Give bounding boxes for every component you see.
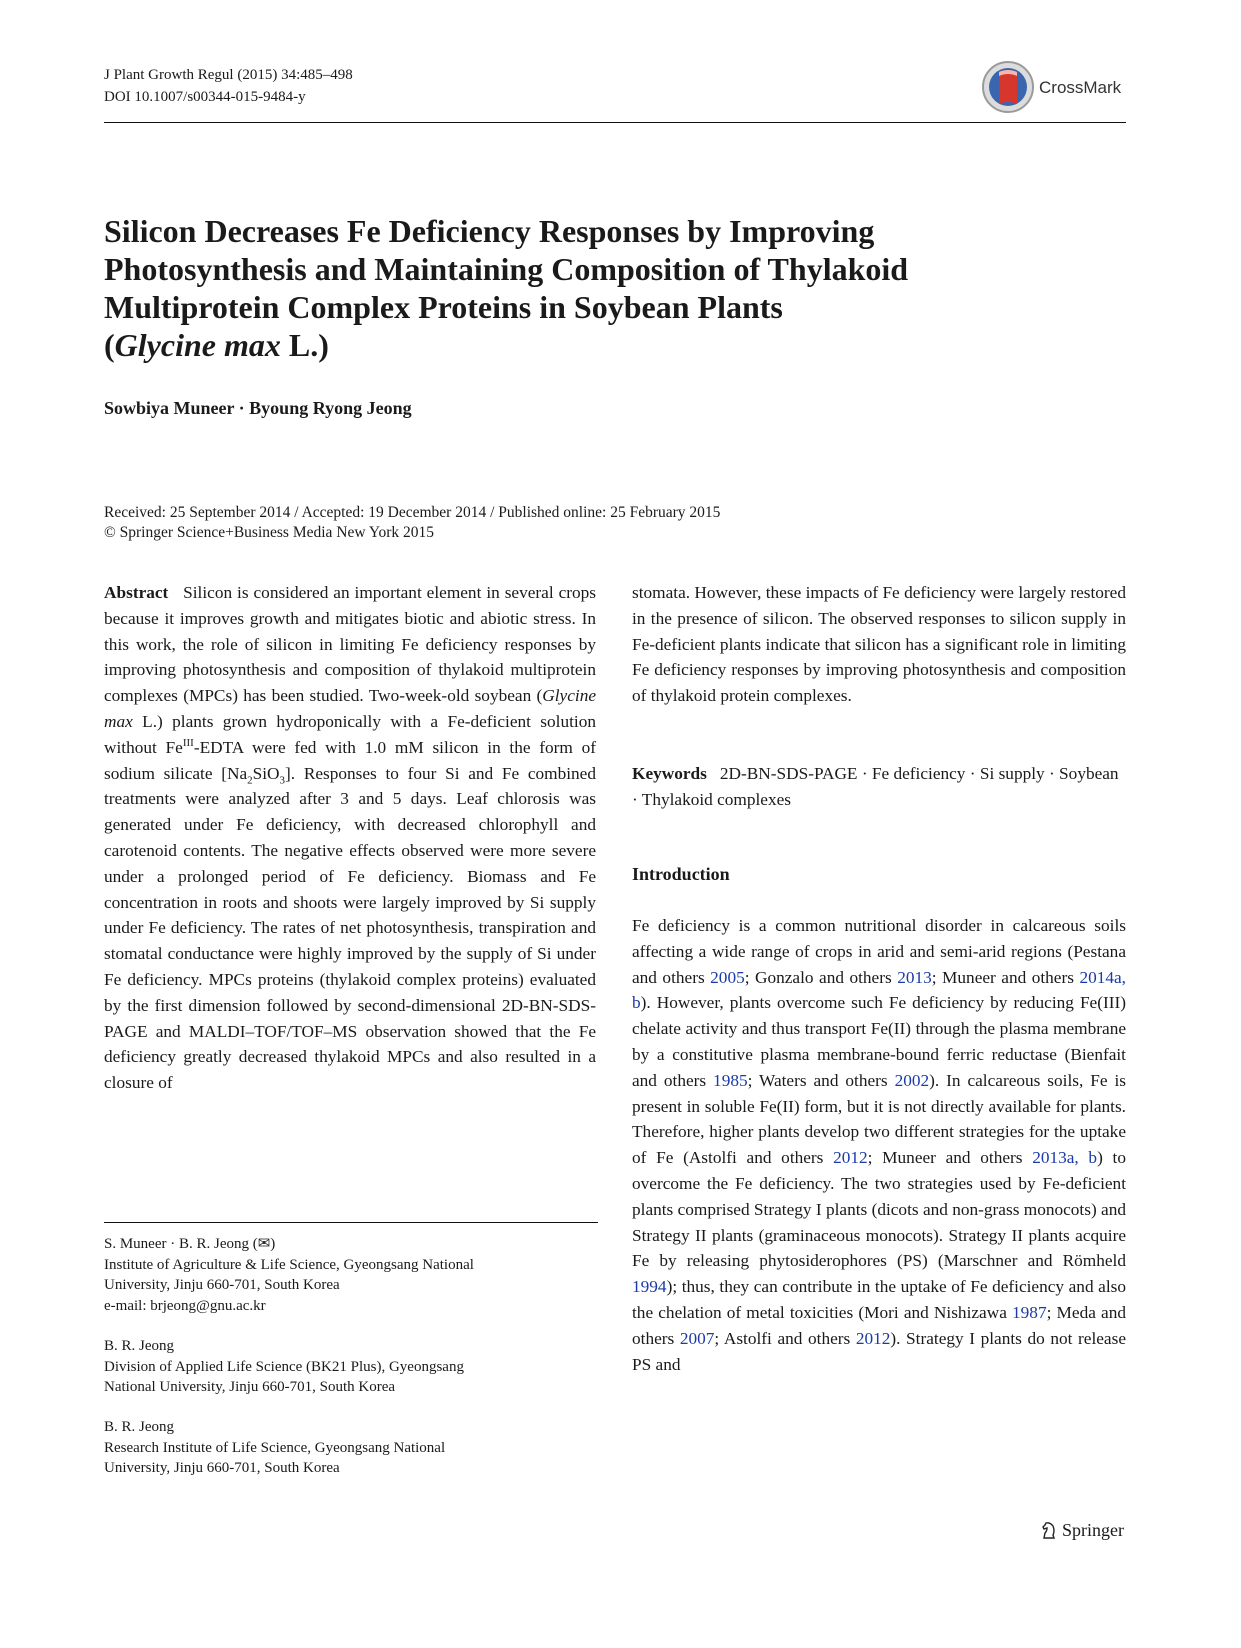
citation-link[interactable]: 1985 <box>713 1070 748 1090</box>
affiliation-names: B. R. Jeong <box>104 1338 175 1354</box>
citation-link[interactable]: 2002 <box>894 1070 930 1090</box>
affiliation-line: Research Institute of Life Science, Gyeongsang National <box>104 1439 446 1456</box>
citation-link[interactable]: 2014a, b <box>632 967 1126 1013</box>
crossmark-icon <box>981 60 1035 114</box>
keywords-list: 2D-BN-SDS-PAGE · Fe deficiency · Si supply · Soybean · Thylakoid complexes <box>632 764 1119 809</box>
citation-link[interactable]: 2012 <box>833 1148 868 1168</box>
journal-citation: J Plant Growth Regul (2015) 34:485–498 <box>104 67 353 83</box>
introduction-text: Fe deficiency is a common nutritional disorder in calcareous soils affecting a wide range of crops in arid and semi-arid regions (Pestana and others 2005; Gonzalo and others 2013; Muneer and others 2014a, b). However, plants overcome such Fe deficiency by reducing Fe(III) chelate activity and thus transport Fe(II) through the plasma membrane by a constitutive plasma membrane-bound ferric reductase (Bienfait and others 1985; Waters and others 2002). In calcareous soils, Fe is present in soluble Fe(II) form, but it is not directly available for plants. Therefore, higher plants develop two different strategies for the uptake of Fe (Astolfi and others 2012; Muneer and others 2013a, b) to overcome the Fe deficiency. The two strategies used by Fe-deficient plants comprised Strategy I plants (dicots and non-grass monocots) and Strategy II plants (graminaceous monocots). Strategy II plants acquire Fe by releasing phytosiderophores (PS) (Marschner and Römheld 1994); thus, they can contribute in the uptake of Fe deficiency and also the chelation of metal toxicities (Mori and Nishizawa 1987; Meda and others 2007; Astolfi and others 2012). Strategy I plants do not release PS and <box>632 916 1126 1374</box>
affiliation-block <box>104 1417 604 1479</box>
abstract: Abstract Silicon is considered an important element in several crops because it improves growth and mitigates biotic and abiotic stress. In this work, the role of silicon in limiting Fe deficiency responses by improving photosynthesis and composition of thylakoid multiprotein complexes (MPCs) has been studied. Two-week-old soybean (Glycine max L.) plants grown hydroponically with a Fe-deficient solution without $Fe^{III}$-EDTA were fed with 1.0 mM silicon in the form of sodium silicate $[Na_2SiO_3]$. Responses to four Si and Fe combined treatments were analyzed after 3 and 5 days. Leaf chlorosis was generated under Fe deficiency, with decreased chlorophyll and carotenoid contents. The negative effects observed were more severe under a prolonged period of Fe deficiency. Biomass and Fe concentration in roots and shoots were largely improved by Si supply under Fe deficiency. The rates of net photosynthesis, transpiration and stomatal conductance were highly improved by the supply of Si under Fe deficiency. MPCs proteins (thylakoid complex proteins) evaluated by the first dimension followed by second-dimensional 2D-BN-SDS-PAGE and MALDI–TOF/TOF–MS observation showed that the Fe deficiency greatly decreased thylakoid MPCs and also resulted in a closure of <box>104 583 596 1093</box>
article-title <box>104 212 1044 364</box>
affiliation-line: Institute of Agriculture & Life Science, Gyeongsang National <box>104 1256 474 1273</box>
springer-logo <box>1040 1520 1124 1541</box>
title-line-2: Photosynthesis and Maintaining Composition of Thylakoid <box>104 251 909 287</box>
citation-link[interactable]: 1994 <box>632 1277 667 1297</box>
affiliation-names: S. Muneer · B. R. Jeong (✉) <box>104 1236 276 1252</box>
section-heading-introduction: Introduction <box>632 864 730 884</box>
affiliation-block <box>104 1336 604 1398</box>
footnote-rule <box>104 1222 598 1223</box>
abstract-label: Abstract <box>104 583 169 602</box>
abstract-continued: stomata. However, these impacts of Fe deficiency were largely restored in the presence of silicon. The observed responses to silicon supply in Fe-deficient plants indicate that silicon has a significant role in limiting Fe deficiency responses by improving photosynthesis and composition of thylakoid protein complexes. <box>632 583 1126 706</box>
citation-link[interactable]: 2007 <box>679 1328 715 1348</box>
title-line-4: (Glycine max L.) <box>104 327 329 363</box>
affiliation-line: Division of Applied Life Science (BK21 Plus), Gyeongsang <box>104 1358 464 1375</box>
affiliation-names: B. R. Jeong <box>104 1419 175 1435</box>
title-line-3: Multiprotein Complex Proteins in Soybean Plants <box>104 289 783 325</box>
copyright: © Springer Science+Business Media New York 2015 <box>104 524 435 541</box>
crossmark-label: CrossMark <box>1039 78 1122 97</box>
citation-link[interactable]: 2013 <box>897 967 932 987</box>
article-dates <box>104 503 720 543</box>
affiliation-block <box>104 1234 604 1316</box>
keywords-label: Keywords <box>632 764 707 783</box>
crossmark-badge[interactable] <box>981 60 1131 122</box>
authors: Sowbiya Muneer · Byoung Ryong Jeong <box>104 398 412 418</box>
header-rule <box>104 122 1126 123</box>
publisher-name: Springer <box>1062 1520 1124 1540</box>
citation-link[interactable]: 2012 <box>855 1328 891 1348</box>
citation-link[interactable]: 1987 <box>1012 1302 1047 1322</box>
email-link[interactable]: e-mail: brjeong@gnu.ac.kr <box>104 1297 266 1314</box>
doi[interactable]: DOI 10.1007/s00344-015-9484-y <box>104 89 306 105</box>
affiliation-line: University, Jinju 660-701, South Korea <box>104 1277 340 1293</box>
affiliation-line: National University, Jinju 660-701, South Korea <box>104 1379 396 1395</box>
title-line-1: Silicon Decreases Fe Deficiency Responses by Improving <box>104 213 875 249</box>
article-history: Received: 25 September 2014 / Accepted: 19 December 2014 / Published online: 25 February 2015 <box>104 504 721 521</box>
affiliation-line: University, Jinju 660-701, South Korea <box>104 1460 340 1476</box>
citation-link[interactable]: 2005 <box>710 967 745 987</box>
chess-knight-icon <box>1040 1520 1058 1540</box>
citation-link[interactable]: 2013a, b <box>1032 1148 1098 1168</box>
keywords <box>632 761 1126 813</box>
